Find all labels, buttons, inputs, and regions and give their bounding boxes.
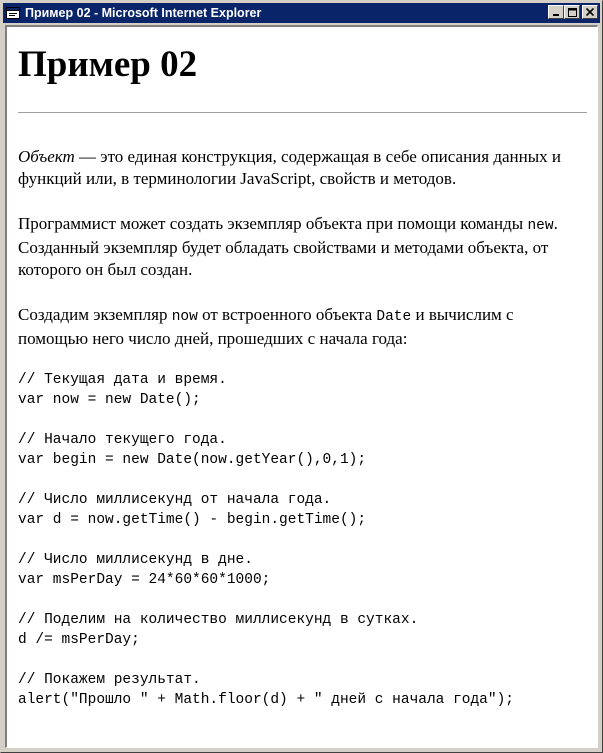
code-spacer xyxy=(18,410,587,430)
code-new: new xyxy=(527,218,554,234)
code-spacer xyxy=(18,470,587,490)
para3-text-before: Создадим экземпляр xyxy=(18,305,172,324)
close-button[interactable] xyxy=(582,5,598,19)
code-now: now xyxy=(171,309,198,325)
code-line: alert("Прошло " + Math.floor(d) + " дней с начала года"); xyxy=(18,692,514,708)
code-comment: // Число миллисекунд от начала года. xyxy=(18,492,332,508)
term-object: Объект xyxy=(18,147,75,166)
page-content[interactable] xyxy=(5,25,598,748)
code-line: var begin = new Date(now.getYear(),0,1); xyxy=(18,452,367,468)
paragraph-new-command xyxy=(18,213,587,281)
para2-text-after: . Созданный экземпляр будет обладать свойствами и методами объекта, от которого он был создан. xyxy=(18,214,558,279)
para2-text-before: Программист может создать экземпляр объекта при помощи команды xyxy=(18,214,528,233)
para3-text-after: и вычислим с помощью него число дней, прошедших с начала года: xyxy=(18,305,514,348)
code-spacer xyxy=(18,590,587,610)
code-line: var now = new Date(); xyxy=(18,392,201,408)
code-comment: // Текущая дата и время. xyxy=(18,372,227,388)
close-icon xyxy=(586,8,594,16)
paragraph-create-instance xyxy=(18,304,587,350)
code-line: d /= msPerDay; xyxy=(18,632,140,648)
window-controls xyxy=(548,5,598,19)
code-comment: // Поделим на количество миллисекунд в сутках. xyxy=(18,612,419,628)
maximize-button[interactable] xyxy=(564,5,580,19)
code-line: var msPerDay = 24*60*60*1000; xyxy=(18,572,271,588)
code-spacer xyxy=(18,530,587,550)
paragraph-object-definition xyxy=(18,146,587,190)
para3-text-middle: от встроенного объекта xyxy=(197,305,377,324)
title-bar[interactable] xyxy=(3,3,600,23)
code-spacer xyxy=(18,650,587,670)
para1-text: — это единая конструкция, содержащая в себе описания данных и функций или, в терминологии JavaScript, свойств и методов. xyxy=(18,147,561,188)
minimize-button[interactable] xyxy=(548,5,564,19)
code-comment: // Начало текущего года. xyxy=(18,432,227,448)
page-title: Пример 02 xyxy=(18,44,198,85)
window-title: Пример 02 - Microsoft Internet Explorer xyxy=(25,6,262,20)
code-comment: // Покажем результат. xyxy=(18,672,201,688)
code-line: var d = now.getTime() - begin.getTime(); xyxy=(18,512,367,528)
code-block xyxy=(18,370,587,710)
minimize-icon xyxy=(552,8,560,16)
code-date: Date xyxy=(376,309,412,325)
code-comment: // Число миллисекунд в дне. xyxy=(18,552,253,568)
horizontal-rule xyxy=(18,112,587,114)
ie-icon xyxy=(5,5,21,21)
maximize-icon xyxy=(568,8,577,17)
